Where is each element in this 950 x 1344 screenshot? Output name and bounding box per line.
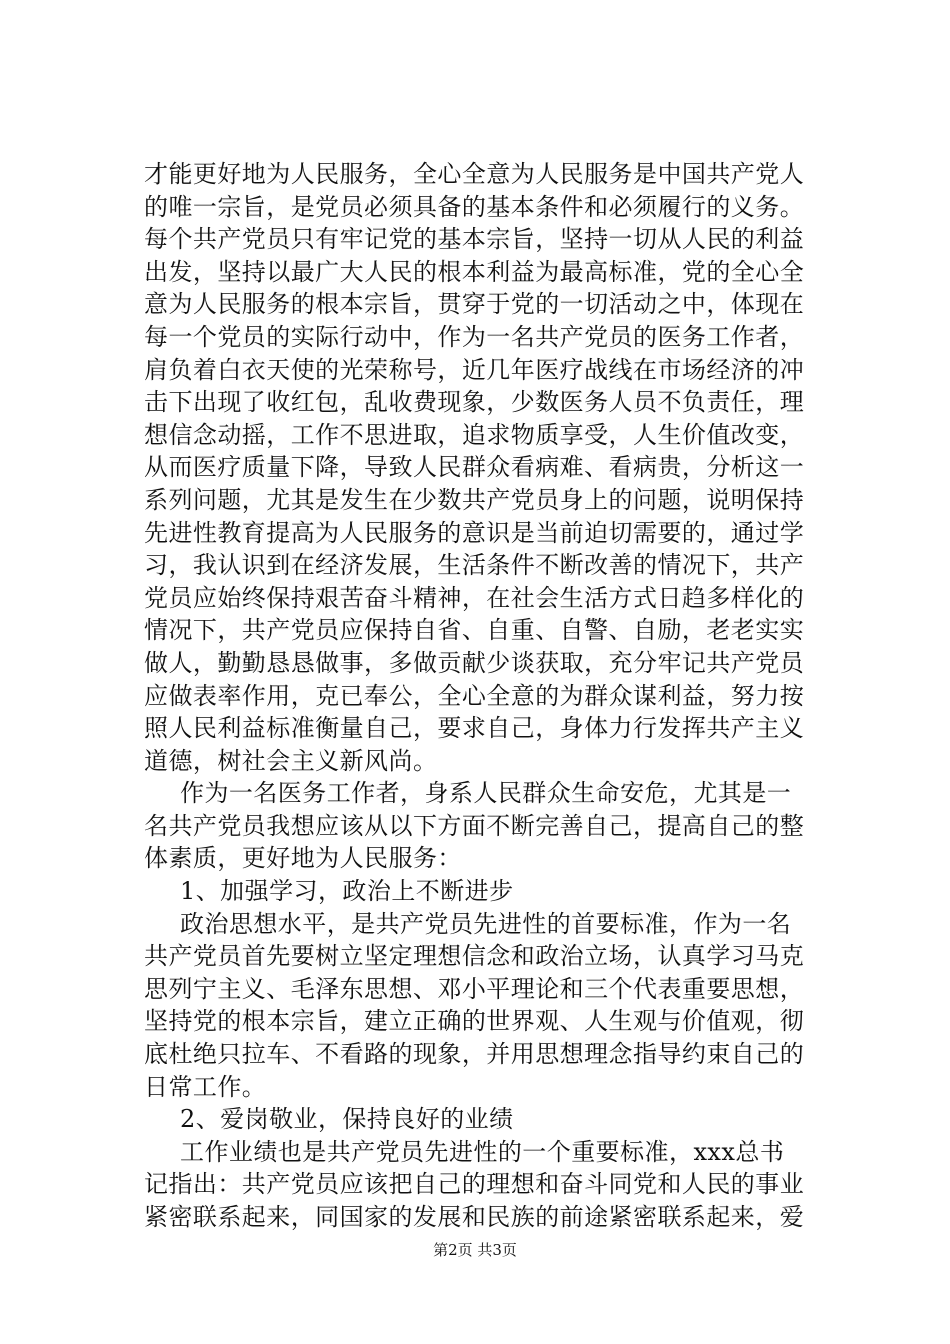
text-line: 的唯一宗旨，是党员必须具备的基本条件和必须履行的义务。: [144, 192, 805, 221]
body-text: [144, 158, 812, 1234]
text-line: 共产党员首先要树立坚定理想信念和政治立场，认真学习马克: [144, 942, 805, 971]
text-line: 先进性教育提高为人民服务的意识是当前迫切需要的，通过学: [144, 518, 805, 547]
text-line: 意为人民服务的根本宗旨，贯穿于党的一切活动之中，体现在: [144, 290, 805, 319]
text-line: 情况下，共产党员应保持自省、自重、自警、自励，老老实实: [144, 616, 805, 645]
text-line: 日常工作。: [144, 1072, 267, 1101]
text-line: 每个共产党员只有牢记党的基本宗旨，坚持一切从人民的利益: [144, 225, 805, 254]
page-number-footer: 第2页 共3页: [433, 1241, 517, 1259]
text-line: 思列宁主义、毛泽东思想、邓小平理论和三个代表重要思想，: [144, 974, 805, 1003]
section-heading-2: 2、爱岗敬业，保持良好的业绩: [180, 1105, 514, 1134]
paragraph-start-line: 政治思想水平，是共产党员先进性的首要标准，作为一名: [180, 909, 792, 938]
text-line: 想信念动摇，工作不思进取，追求物质享受，人生价值改变，: [144, 420, 805, 449]
text-line: 系列问题，尤其是发生在少数共产党员身上的问题，说明保持: [144, 485, 805, 514]
text-line: 底杜绝只拉车、不看路的现象，并用思想理念指导约束自己的: [144, 1040, 805, 1069]
text-line: 党员应始终保持艰苦奋斗精神，在社会生活方式日趋多样化的: [144, 583, 805, 612]
text-line: 肩负着白衣天使的光荣称号，近几年医疗战线在市场经济的冲: [144, 355, 805, 384]
text-line: 体素质，更好地为人民服务：: [144, 844, 462, 873]
text-line: 出发，坚持以最广大人民的根本利益为最高标准，党的全心全: [144, 257, 805, 286]
text-line: 名共产党员我想应该从以下方面不断完善自己，提高自己的整: [144, 811, 805, 840]
paragraph-start-line: 作为一名医务工作者，身系人民群众生命安危，尤其是一: [180, 779, 792, 808]
text-line: 习，我认识到在经济发展，生活条件不断改善的情况下，共产: [144, 551, 805, 580]
text-line: 应做表率作用，克已奉公，全心全意的为群众谋利益，努力按: [144, 681, 805, 710]
text-line: 道德，树社会主义新风尚。: [144, 746, 438, 775]
text-line: 坚持党的根本宗旨，建立正确的世界观、人生观与价值观，彻: [144, 1007, 805, 1036]
text-line: 击下出现了收红包，乱收费现象，少数医务人员不负责任，理: [144, 388, 805, 417]
text-line: 做人，勤勤恳恳做事，多做贡献少谈获取，充分牢记共产党员: [144, 648, 805, 677]
text-line: 每一个党员的实际行动中，作为一名共产党员的医务工作者，: [144, 322, 805, 351]
text-line: 从而医疗质量下降，导致人民群众看病难、看病贵，分析这一: [144, 453, 805, 482]
text-line: 记指出：共产党员应该把自己的理想和奋斗同党和人民的事业: [144, 1170, 805, 1199]
text-line: 才能更好地为人民服务，全心全意为人民服务是中国共产党人: [144, 160, 805, 188]
paragraph-start-line: 工作业绩也是共产党员先进性的一个重要标准，xxx总书: [180, 1137, 785, 1166]
text-line: 照人民利益标准衡量自己，要求自己，身体力行发挥共产主义: [144, 714, 805, 743]
section-heading-1: 1、加强学习，政治上不断进步: [180, 877, 514, 906]
text-line: 紧密联系起来，同国家的发展和民族的前途紧密联系起来，爱: [144, 1203, 805, 1231]
